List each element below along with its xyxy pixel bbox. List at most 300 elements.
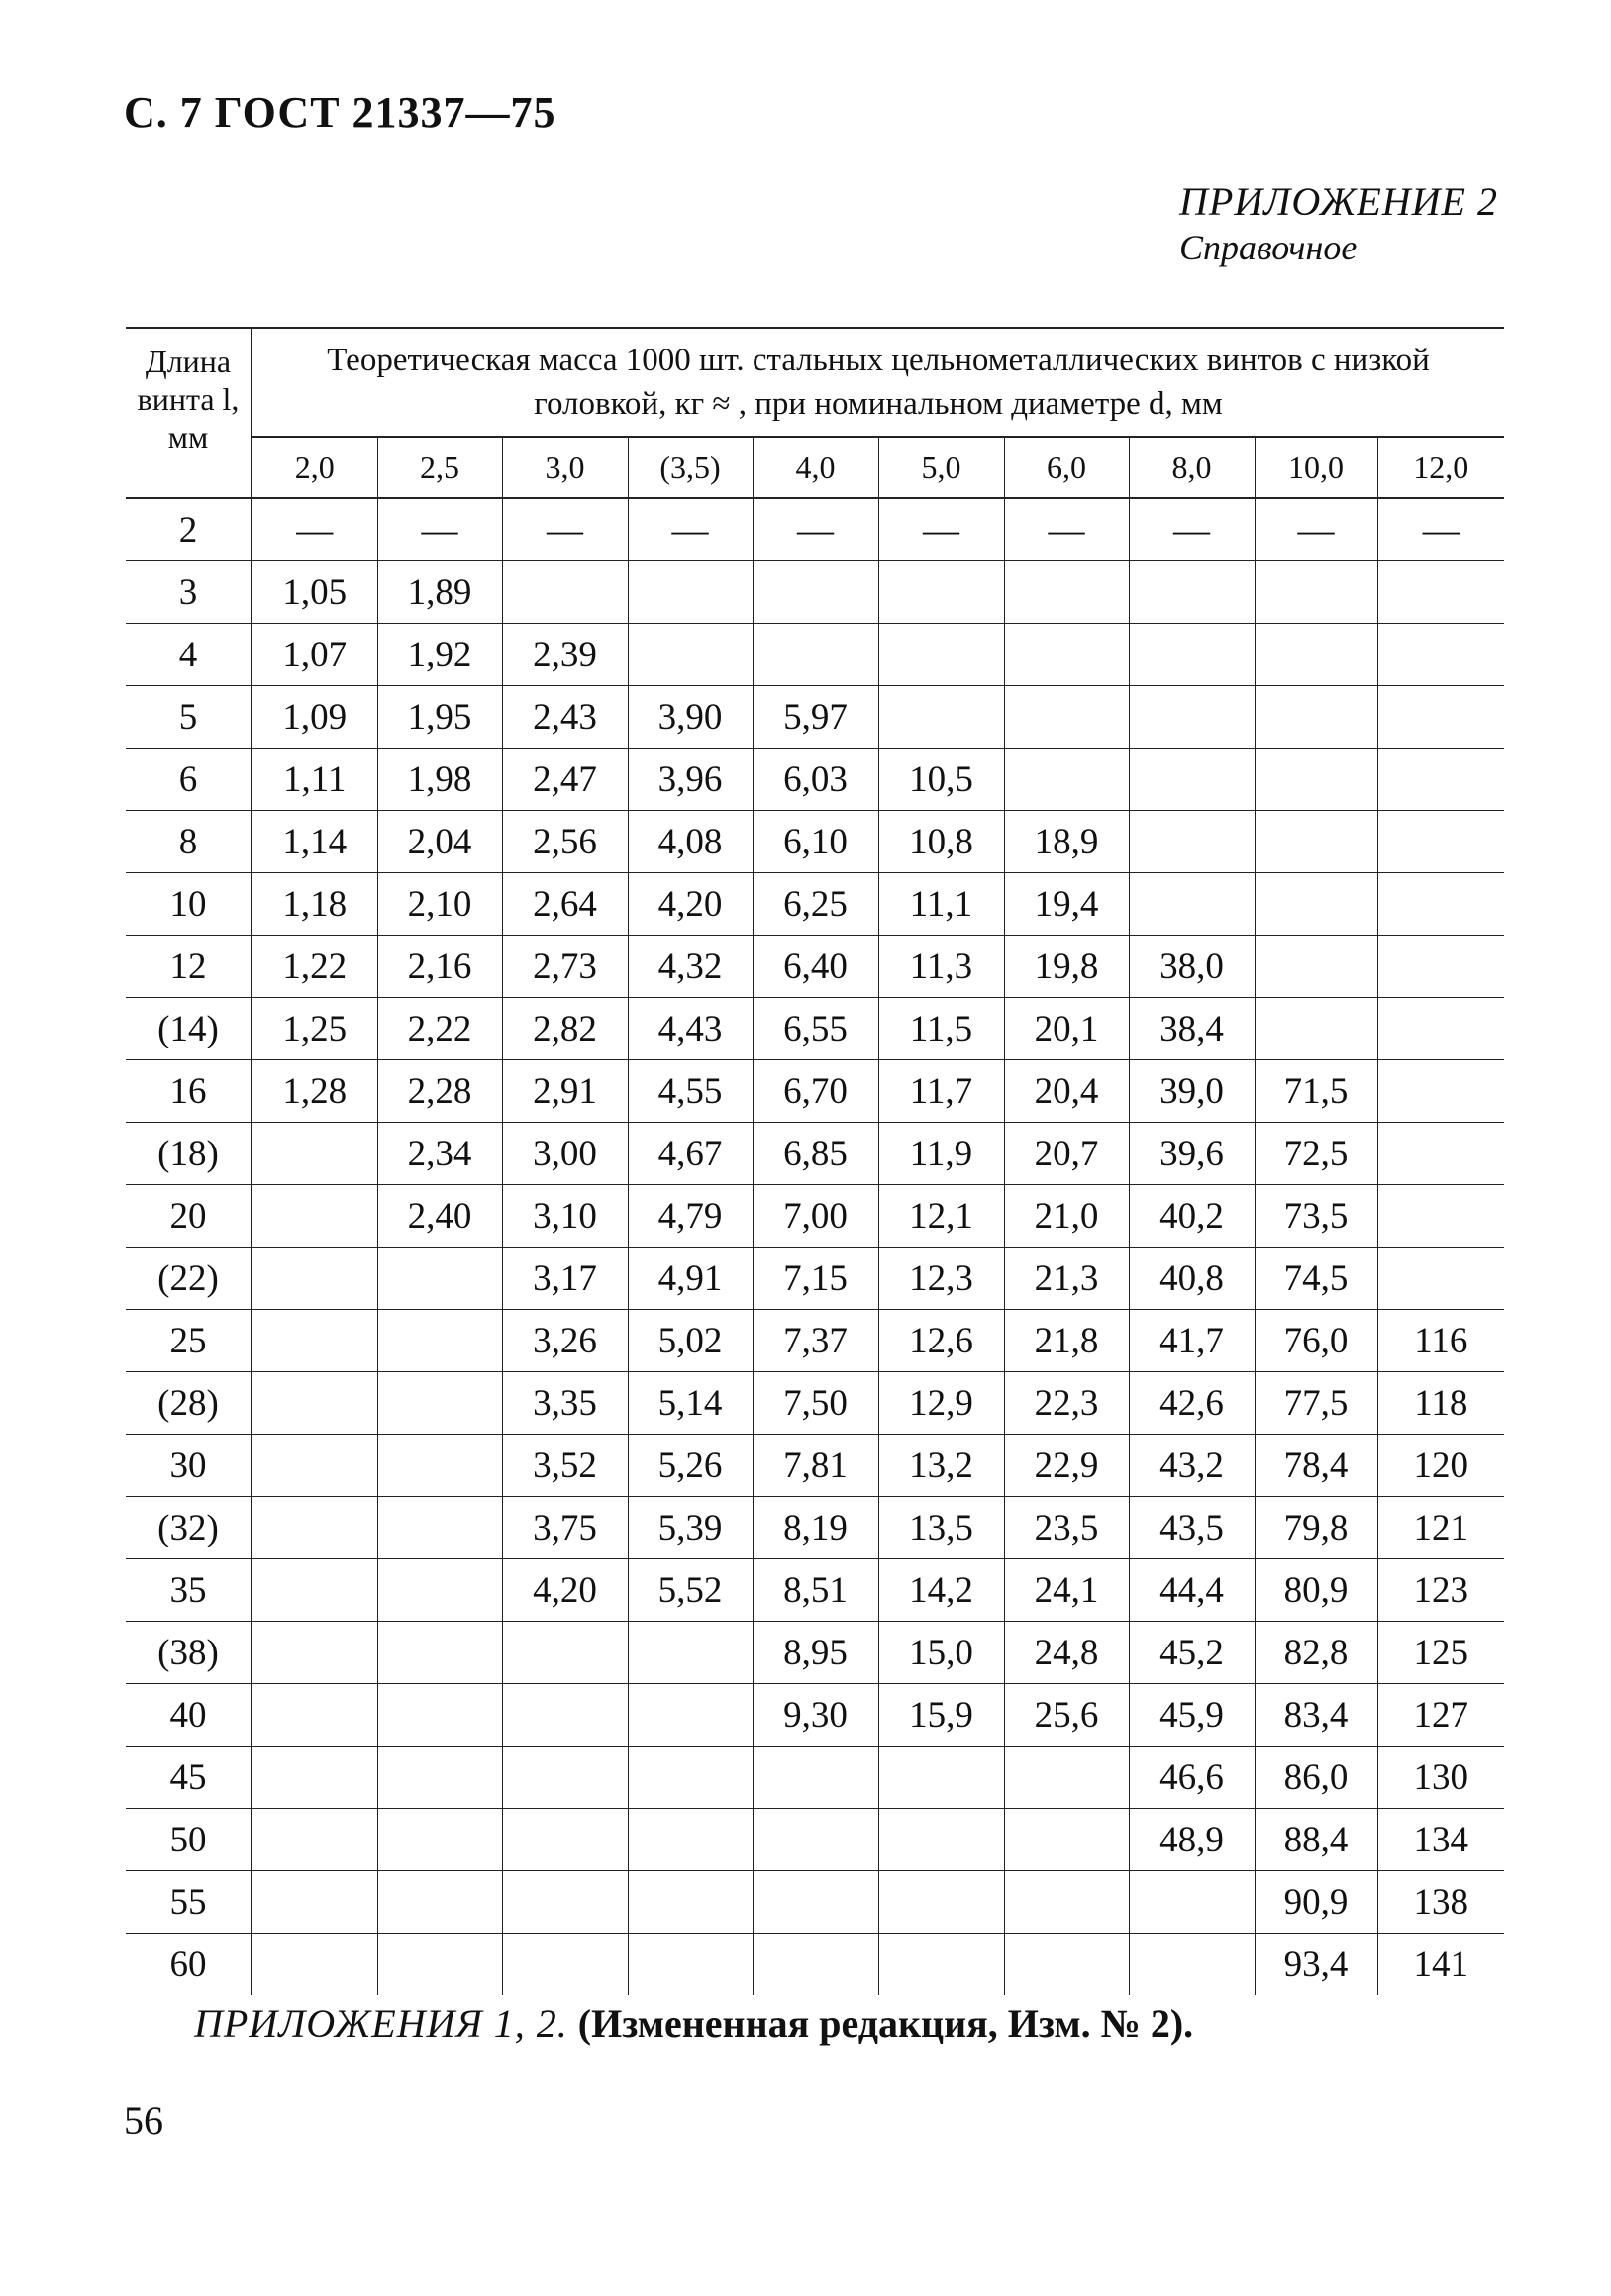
table-row [126,1060,1504,1123]
table-row [126,1809,1504,1871]
mass-cell: 4,20 [628,873,753,936]
mass-cell [252,1185,377,1248]
length-cell: 5 [126,686,252,749]
mass-cell [753,561,878,624]
length-cell: 10 [126,873,252,936]
length-cell: 16 [126,1060,252,1123]
mass-cell: 5,14 [628,1372,753,1435]
length-cell: (38) [126,1622,252,1684]
table-row [126,624,1504,686]
mass-cell: 1,11 [252,749,377,811]
mass-cell: 7,50 [753,1372,878,1435]
mass-cell [1377,873,1504,936]
mass-table-container [126,327,1498,1995]
length-cell: 50 [126,1809,252,1871]
diameter-header: 10,0 [1255,437,1377,498]
mass-cell: 4,79 [628,1185,753,1248]
mass-cell [1004,1747,1129,1809]
mass-cell: 12,3 [878,1248,1004,1310]
mass-cell: 1,89 [377,561,502,624]
mass-cell: 40,2 [1129,1185,1255,1248]
mass-cell: 4,55 [628,1060,753,1123]
mass-cell: 11,1 [878,873,1004,936]
diameter-header: 5,0 [878,437,1004,498]
table-row [126,873,1504,936]
mass-cell: 8,95 [753,1622,878,1684]
mass-cell [753,1809,878,1871]
mass-cell [753,1934,878,1996]
mass-cell: 5,26 [628,1435,753,1497]
mass-cell [377,1248,502,1310]
mass-cell [377,1372,502,1435]
mass-cell: 11,5 [878,998,1004,1060]
mass-cell: 4,43 [628,998,753,1060]
mass-cell: 39,0 [1129,1060,1255,1123]
mass-cell: 72,5 [1255,1123,1377,1185]
mass-cell: 1,18 [252,873,377,936]
mass-cell [1004,624,1129,686]
mass-cell [1129,1871,1255,1934]
mass-cell: 2,43 [502,686,628,749]
mass-cell: 2,04 [377,811,502,873]
mass-cell [252,1497,377,1559]
mass-cell: 21,3 [1004,1248,1129,1310]
mass-cell: 1,07 [252,624,377,686]
mass-cell [1129,686,1255,749]
mass-cell: 5,02 [628,1310,753,1372]
table-row [126,1747,1504,1809]
mass-cell: 2,47 [502,749,628,811]
diameter-header: (3,5) [628,437,753,498]
mass-cell [377,1497,502,1559]
mass-cell [1129,1934,1255,1996]
mass-cell: 88,4 [1255,1809,1377,1871]
mass-cell: 46,6 [1129,1747,1255,1809]
mass-cell: 8,51 [753,1559,878,1622]
table-row [126,1622,1504,1684]
page-header: С. 7 ГОСТ 21337—75 [124,88,556,137]
table-row [126,1310,1504,1372]
mass-cell [1377,749,1504,811]
mass-cell [628,1934,753,1996]
mass-cell [1255,624,1377,686]
page-number: 56 [124,2098,163,2143]
mass-cell: 25,6 [1004,1684,1129,1747]
mass-cell [753,624,878,686]
mass-cell [502,1934,628,1996]
mass-cell [252,1123,377,1185]
table-row [126,998,1504,1060]
mass-cell: 3,17 [502,1248,628,1310]
mass-cell: 2,16 [377,936,502,998]
table-row [126,1123,1504,1185]
mass-cell: 2,73 [502,936,628,998]
length-cell: (32) [126,1497,252,1559]
mass-cell: 121 [1377,1497,1504,1559]
mass-cell: 3,35 [502,1372,628,1435]
mass-cell: 10,5 [878,749,1004,811]
mass-cell [1129,561,1255,624]
mass-cell: 86,0 [1255,1747,1377,1809]
mass-cell: 22,3 [1004,1372,1129,1435]
mass-cell: 2,64 [502,873,628,936]
mass-cell: 71,5 [1255,1060,1377,1123]
table-row [126,1372,1504,1435]
table-row [126,498,1504,561]
mass-cell: 24,1 [1004,1559,1129,1622]
length-cell: 25 [126,1310,252,1372]
mass-cell: 6,03 [753,749,878,811]
mass-cell [252,1871,377,1934]
mass-cell: 1,95 [377,686,502,749]
mass-cell: — [878,498,1004,561]
mass-cell: 6,85 [753,1123,878,1185]
mass-cell: 134 [1377,1809,1504,1871]
mass-cell: 78,4 [1255,1435,1377,1497]
mass-cell: 6,70 [753,1060,878,1123]
length-cell: 60 [126,1934,252,1996]
mass-cell: 2,91 [502,1060,628,1123]
mass-cell: 40,8 [1129,1248,1255,1310]
mass-cell [878,1809,1004,1871]
mass-cell: 3,26 [502,1310,628,1372]
mass-cell [252,1809,377,1871]
mass-cell [878,686,1004,749]
length-cell: 45 [126,1747,252,1809]
mass-cell [377,1684,502,1747]
mass-cell [377,1622,502,1684]
mass-cell: 20,4 [1004,1060,1129,1123]
appendix-subtitle: Справочное [1179,228,1358,267]
mass-cell [502,1809,628,1871]
table-row [126,1435,1504,1497]
mass-cell: 1,14 [252,811,377,873]
mass-cell: 4,32 [628,936,753,998]
mass-cell: 127 [1377,1684,1504,1747]
mass-cell [502,1747,628,1809]
length-cell: 4 [126,624,252,686]
appendix-title: ПРИЛОЖЕНИЕ 2 [1179,179,1498,224]
mass-cell: 19,4 [1004,873,1129,936]
footnote-ref: ПРИЛОЖЕНИЯ 1, 2. [194,2001,568,2046]
mass-cell: 42,6 [1129,1372,1255,1435]
mass-cell [1377,1060,1504,1123]
mass-cell [377,1747,502,1809]
mass-cell: 82,8 [1255,1622,1377,1684]
mass-cell: 73,5 [1255,1185,1377,1248]
mass-cell [252,1559,377,1622]
mass-cell [1129,749,1255,811]
mass-cell [1377,686,1504,749]
mass-cell: 3,90 [628,686,753,749]
mass-cell: 4,67 [628,1123,753,1185]
mass-cell [1377,1123,1504,1185]
mass-cell: 1,22 [252,936,377,998]
mass-cell: 7,15 [753,1248,878,1310]
mass-cell [377,1559,502,1622]
mass-cell: 9,30 [753,1684,878,1747]
mass-cell: 2,82 [502,998,628,1060]
diameter-header: 2,5 [377,437,502,498]
mass-cell: 7,37 [753,1310,878,1372]
mass-cell [628,561,753,624]
mass-cell: 23,5 [1004,1497,1129,1559]
mass-cell [1004,1934,1129,1996]
mass-cell: 77,5 [1255,1372,1377,1435]
mass-cell [1004,1871,1129,1934]
mass-cell [1377,998,1504,1060]
mass-cell: 90,9 [1255,1871,1377,1934]
mass-cell: 38,4 [1129,998,1255,1060]
mass-cell [1129,873,1255,936]
mass-cell: 41,7 [1129,1310,1255,1372]
mass-cell: 13,5 [878,1497,1004,1559]
length-cell: 35 [126,1559,252,1622]
mass-cell: 1,28 [252,1060,377,1123]
diameter-header: 6,0 [1004,437,1129,498]
mass-cell [628,1747,753,1809]
mass-cell [252,1747,377,1809]
mass-cell [252,1435,377,1497]
mass-cell: 2,56 [502,811,628,873]
mass-cell: 3,96 [628,749,753,811]
mass-cell: 38,0 [1129,936,1255,998]
mass-cell: 3,00 [502,1123,628,1185]
mass-cell [878,1934,1004,1996]
mass-cell [252,1934,377,1996]
table-row [126,1684,1504,1747]
mass-cell [1377,1185,1504,1248]
table-row [126,1185,1504,1248]
mass-cell [1377,624,1504,686]
mass-cell [1377,811,1504,873]
mass-cell [377,1435,502,1497]
mass-cell: 141 [1413,1944,1469,1985]
mass-cell: 20,1 [1004,998,1129,1060]
mass-cell [628,1684,753,1747]
mass-cell [252,1622,377,1684]
mass-cell: 12,9 [878,1372,1004,1435]
table-row [126,686,1504,749]
mass-cell: 1,09 [252,686,377,749]
mass-cell [1255,686,1377,749]
mass-cell: 19,8 [1004,936,1129,998]
table-body [126,498,1504,1995]
length-cell: 3 [126,561,252,624]
mass-cell: 123 [1377,1559,1504,1622]
mass-cell: 10,8 [878,811,1004,873]
mass-cell: 13,2 [878,1435,1004,1497]
mass-cell: 6,40 [753,936,878,998]
mass-cell [377,1310,502,1372]
table-row [126,1934,1504,1996]
mass-cell [1004,749,1129,811]
mass-cell [377,1934,502,1996]
table-row [126,1871,1504,1934]
mass-cell: — [502,498,628,561]
mass-cell [377,1809,502,1871]
mass-cell: 74,5 [1255,1248,1377,1310]
footnote [194,2000,1193,2046]
mass-cell: 4,08 [628,811,753,873]
mass-cell [502,1684,628,1747]
mass-cell [1129,624,1255,686]
mass-cell: 93,4 [1255,1934,1377,1996]
mass-cell: 39,6 [1129,1123,1255,1185]
mass-cell [1377,1248,1504,1310]
mass-cell: 7,00 [753,1185,878,1248]
mass-cell: — [377,498,502,561]
length-cell: 12 [126,936,252,998]
mass-cell [252,1372,377,1435]
mass-cell: 4,20 [502,1559,628,1622]
mass-cell: 6,10 [753,811,878,873]
mass-cell: — [1255,498,1377,561]
mass-cell [1377,936,1504,998]
mass-cell: 21,0 [1004,1185,1129,1248]
mass-cell: 120 [1377,1435,1504,1497]
mass-cell: 2,10 [377,873,502,936]
mass-cell [1255,561,1377,624]
mass-cell: 79,8 [1255,1497,1377,1559]
mass-cell [252,1310,377,1372]
mass-cell: — [628,498,753,561]
mass-cell: 20,7 [1004,1123,1129,1185]
mass-table [126,327,1504,1995]
table-row [126,811,1504,873]
mass-cell: 12,6 [878,1310,1004,1372]
mass-cell: 6,55 [753,998,878,1060]
mass-cell: 12,1 [878,1185,1004,1248]
mass-cell [753,1871,878,1934]
mass-cell: 15,9 [878,1684,1004,1747]
mass-cell: — [1377,498,1504,561]
mass-cell: 5,52 [628,1559,753,1622]
mass-cell: — [753,498,878,561]
mass-cell: 45,2 [1129,1622,1255,1684]
mass-cell [502,1871,628,1934]
mass-cell [878,624,1004,686]
length-cell: 55 [126,1871,252,1934]
mass-group-header: Теоретическая масса 1000 шт. стальных цельнометаллических винтов с низкой головкой, кг ≈ , при номинальном диаметре d, мм [252,328,1504,437]
mass-cell: 15,0 [878,1622,1004,1684]
mass-cell [252,1248,377,1310]
mass-cell: 11,9 [878,1123,1004,1185]
diameter-header: 8,0 [1129,437,1255,498]
mass-cell: 43,2 [1129,1435,1255,1497]
length-column-header: Длина винта l, мм [126,328,252,498]
length-cell: 20 [126,1185,252,1248]
length-cell: 30 [126,1435,252,1497]
mass-cell: 2,40 [377,1185,502,1248]
mass-cell [252,1684,377,1747]
mass-cell: 1,05 [252,561,377,624]
mass-cell: 4,91 [628,1248,753,1310]
mass-cell: 11,7 [878,1060,1004,1123]
mass-cell: 5,39 [628,1497,753,1559]
mass-cell [628,1871,753,1934]
mass-cell: 80,9 [1255,1559,1377,1622]
mass-cell: 44,4 [1129,1559,1255,1622]
mass-cell [628,1809,753,1871]
diameter-header: 12,0 [1413,449,1469,485]
length-cell: (28) [126,1372,252,1435]
mass-cell: 18,9 [1004,811,1129,873]
mass-cell: 83,4 [1255,1684,1377,1747]
mass-cell: 14,2 [878,1559,1004,1622]
table-row [126,936,1504,998]
footnote-amendment: (Измененная редакция, Изм. № 2). [577,2001,1194,2046]
mass-cell [878,561,1004,624]
mass-cell [878,1871,1004,1934]
mass-cell [1129,811,1255,873]
table-row [126,1497,1504,1559]
mass-cell [1004,1809,1129,1871]
mass-cell: — [1004,498,1129,561]
mass-cell [1004,561,1129,624]
mass-cell: 3,52 [502,1435,628,1497]
mass-cell [1255,873,1377,936]
diameter-header-row [126,437,1504,498]
length-cell: (22) [126,1248,252,1310]
length-cell: 6 [126,749,252,811]
mass-cell: 118 [1377,1372,1504,1435]
mass-cell [753,1747,878,1809]
appendix-label [1179,178,1498,268]
mass-cell: 21,8 [1004,1310,1129,1372]
mass-cell [1255,998,1377,1060]
mass-cell: — [252,498,377,561]
mass-cell [1004,686,1129,749]
table-row [126,561,1504,624]
table-row [126,1559,1504,1622]
length-cell: (18) [126,1123,252,1185]
mass-cell: 11,3 [878,936,1004,998]
mass-cell [628,1622,753,1684]
mass-cell [628,624,753,686]
mass-cell: 1,25 [252,998,377,1060]
mass-cell: 2,22 [377,998,502,1060]
mass-cell: 76,0 [1255,1310,1377,1372]
mass-cell: 24,8 [1004,1622,1129,1684]
table-row [126,1248,1504,1310]
mass-cell [1377,561,1504,624]
mass-cell: 7,81 [753,1435,878,1497]
mass-cell [1255,811,1377,873]
mass-cell: 8,19 [753,1497,878,1559]
mass-cell: 2,34 [377,1123,502,1185]
mass-cell [878,1747,1004,1809]
mass-cell: 130 [1377,1747,1504,1809]
mass-cell [377,1871,502,1934]
mass-cell: 3,10 [502,1185,628,1248]
mass-cell: 116 [1377,1310,1504,1372]
mass-cell: 2,28 [377,1060,502,1123]
length-cell: 40 [126,1684,252,1747]
mass-cell: 48,9 [1129,1809,1255,1871]
mass-cell: 6,25 [753,873,878,936]
diameter-header: 2,0 [252,437,377,498]
diameter-header: 3,0 [502,437,628,498]
length-cell: 8 [126,811,252,873]
length-cell: (14) [126,998,252,1060]
length-cell: 2 [126,498,252,561]
mass-cell: 45,9 [1129,1684,1255,1747]
mass-cell: — [1129,498,1255,561]
mass-cell [502,561,628,624]
mass-cell: 1,92 [377,624,502,686]
mass-cell: 22,9 [1004,1435,1129,1497]
